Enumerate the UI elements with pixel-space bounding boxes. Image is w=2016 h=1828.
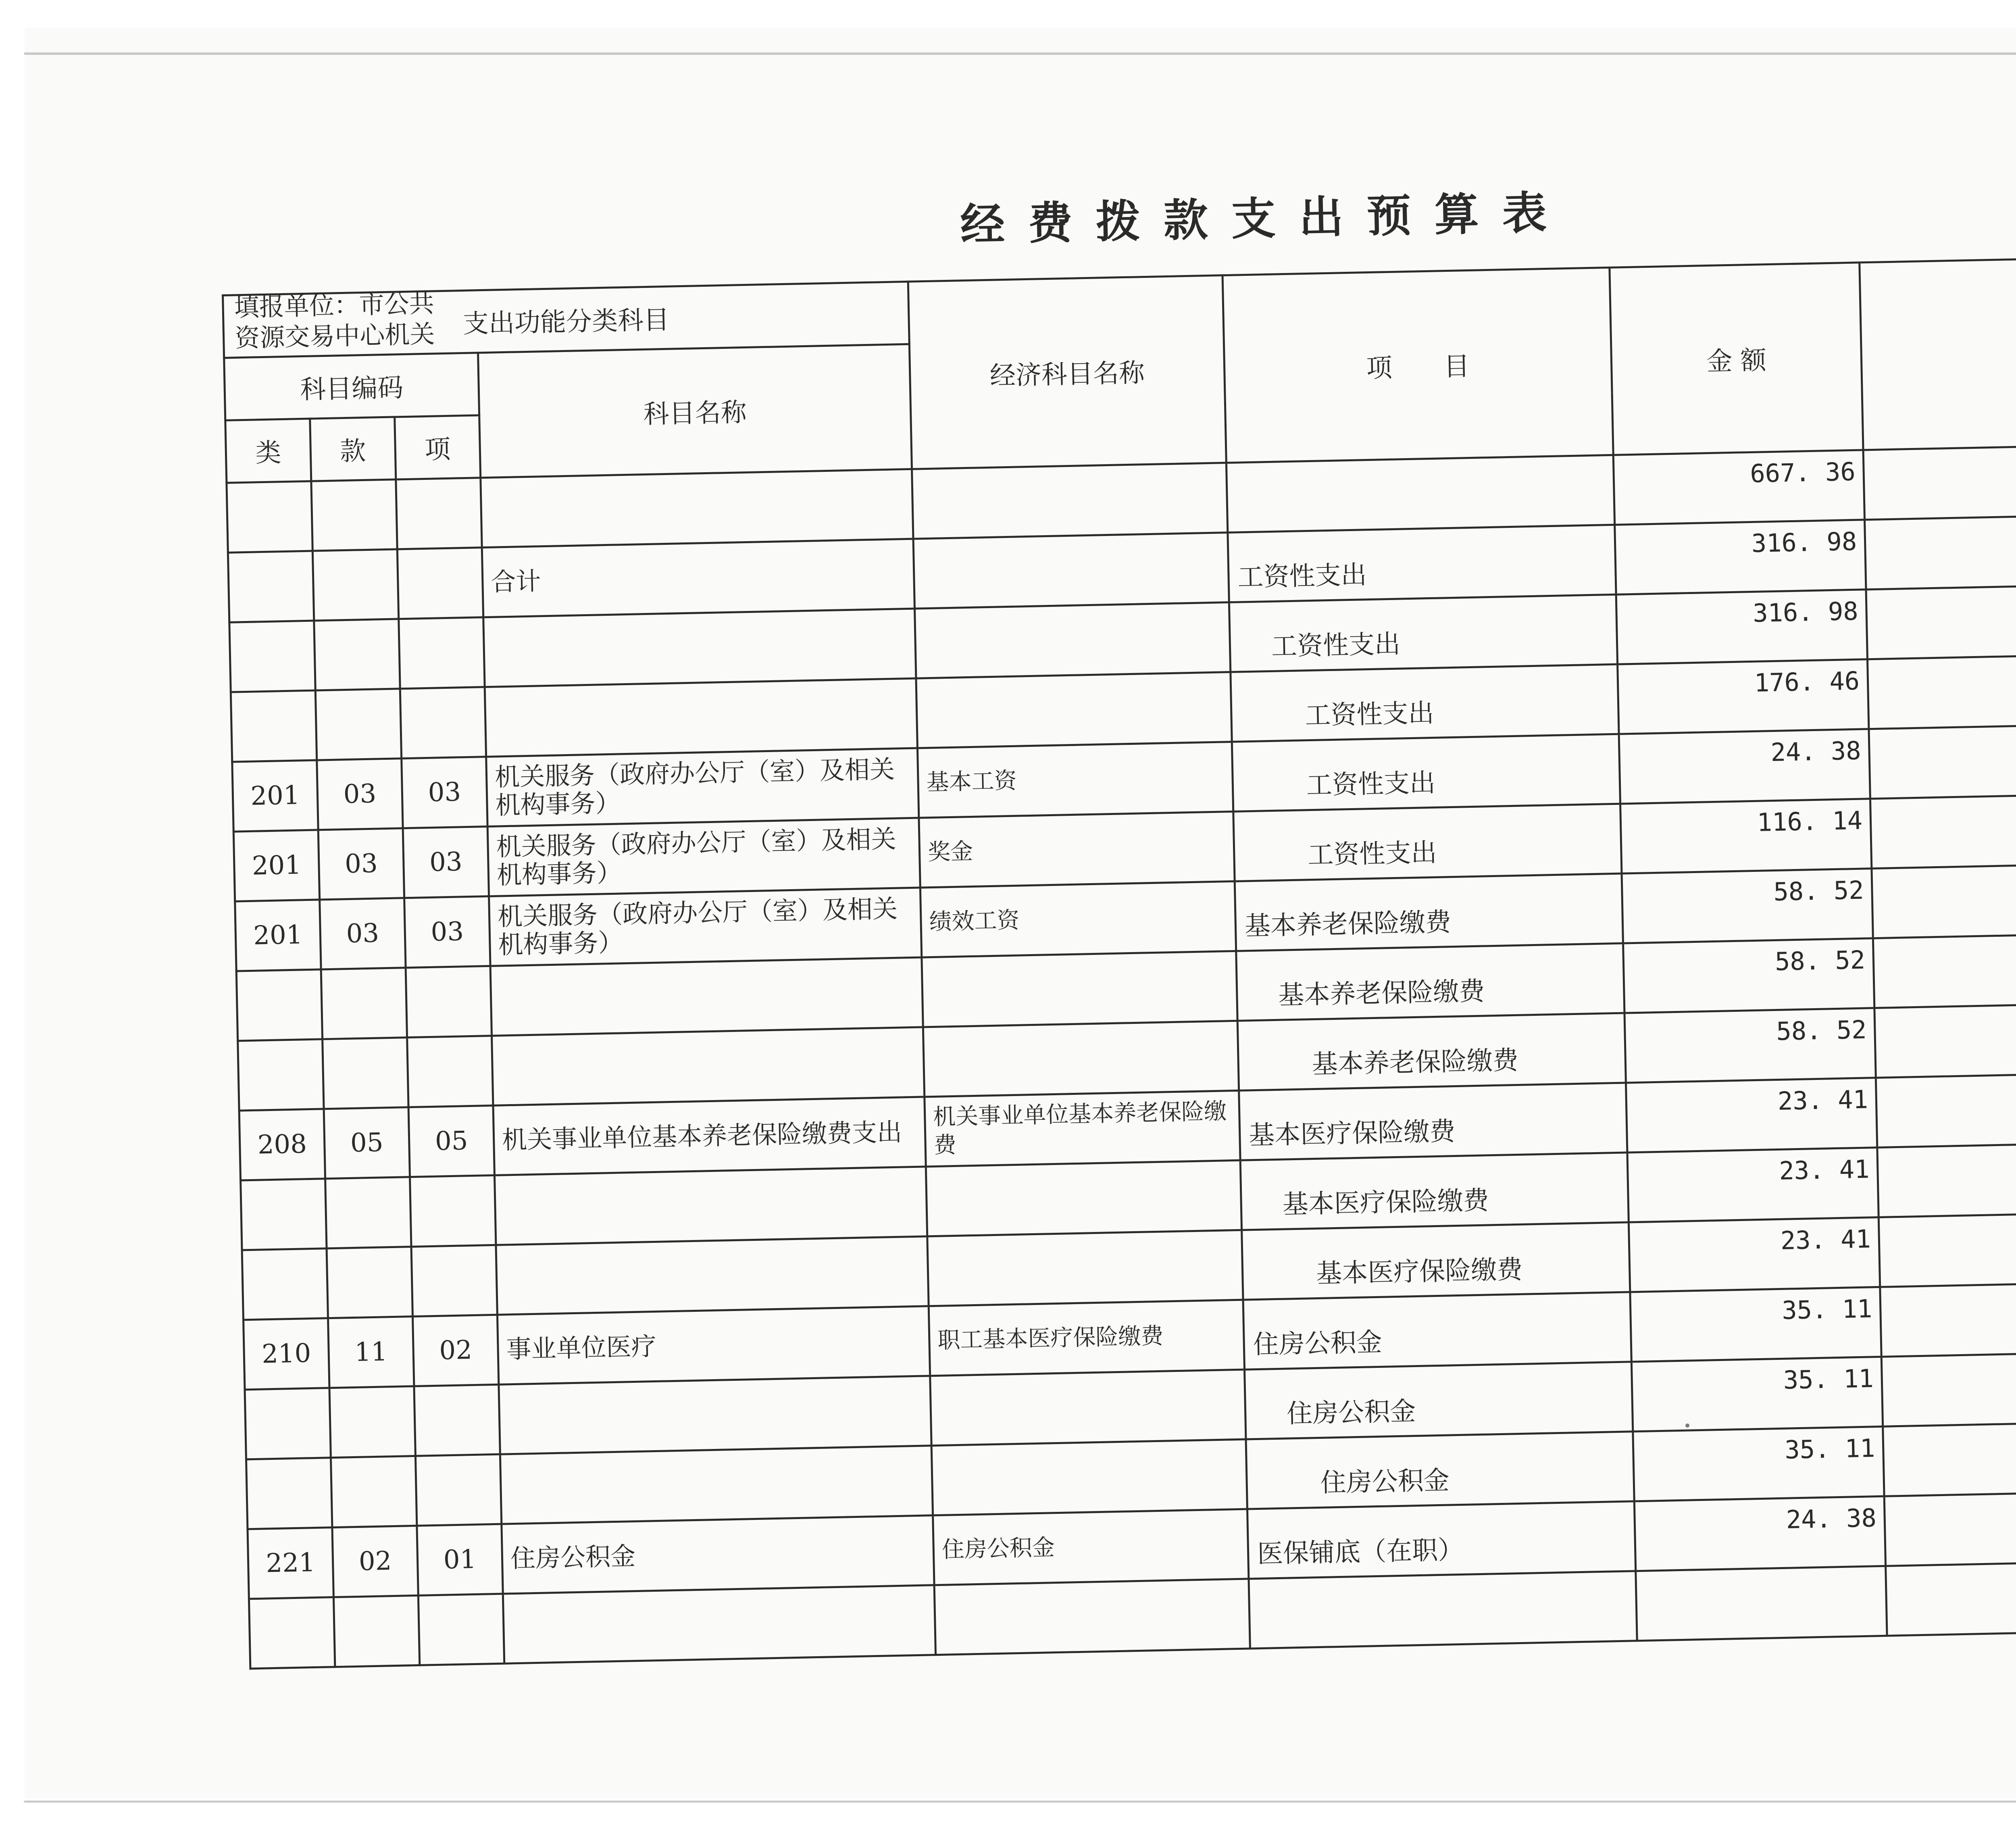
cell-xiang [400, 687, 486, 759]
cell-subject-name [483, 609, 916, 687]
cell-kuan [323, 1038, 408, 1109]
cell-lei [228, 551, 314, 622]
cell-amount: 35. 11 [1631, 1357, 1883, 1431]
cell-note [1881, 1348, 2016, 1426]
cell-amount: 58. 52 [1622, 869, 1873, 943]
scan-speck [1685, 1424, 1689, 1428]
cell-xiang [414, 1384, 500, 1456]
cell-item: 基本养老保险缴费 [1237, 1013, 1626, 1090]
cell-lei [241, 1179, 327, 1250]
cell-item: 基本医疗保险缴费 [1239, 1083, 1627, 1160]
cell-subject-name [485, 678, 917, 757]
cell-kuan [329, 1386, 415, 1457]
document-title: 经费拨款支出预算表 [960, 186, 1570, 251]
scan-edge-bottom [24, 1801, 2016, 1803]
cell-subject-name [492, 1027, 925, 1105]
cell-kuan [321, 968, 407, 1039]
cell-note [1880, 1278, 2016, 1357]
cell-item: 基本医疗保险缴费 [1242, 1222, 1630, 1300]
cell-note [1874, 999, 2016, 1078]
cell-lei: 208 [239, 1109, 325, 1180]
cell-xiang: 03 [404, 896, 490, 968]
cell-note [1877, 1139, 2016, 1217]
cell-xiang [410, 1175, 496, 1246]
cell-amount [1636, 1566, 1887, 1640]
header-econ-name: 经济科目名称 [908, 275, 1226, 469]
cell-xiang [397, 548, 483, 619]
cell-item: 基本养老保险缴费 [1235, 873, 1623, 951]
cell-kuan: 02 [332, 1526, 418, 1597]
cell-xiang [415, 1454, 501, 1526]
cell-subject-name: 机关服务（政府办公厅（室）及相关机构事务） [487, 818, 920, 896]
cell-subject-name: 合计 [482, 539, 914, 617]
cell-econ-name [923, 1021, 1239, 1097]
cell-amount: 316. 98 [1615, 520, 1866, 594]
cell-econ-name [930, 1369, 1246, 1446]
cell-kuan: 05 [324, 1107, 410, 1179]
cell-kuan [331, 1456, 417, 1527]
cell-note [1866, 581, 2016, 659]
cell-econ-name [914, 602, 1230, 679]
cell-amount: 35. 11 [1630, 1287, 1881, 1361]
cell-econ-name [927, 1230, 1243, 1306]
cell-econ-name: 绩效工资 [920, 881, 1236, 957]
cell-item: 住房公积金 [1243, 1292, 1631, 1369]
cell-lei [236, 969, 322, 1041]
cell-econ-name: 基本工资 [917, 742, 1233, 818]
cell-subject-name [499, 1376, 931, 1454]
cell-item: 工资性支出 [1231, 664, 1619, 742]
filler-unit-line1: 填报单位：市公共 [234, 288, 435, 322]
cell-amount: 58. 52 [1624, 1008, 1876, 1083]
cell-item: 工资性支出 [1229, 594, 1617, 672]
cell-econ-name: 住房公积金 [933, 1509, 1249, 1585]
cell-subject-name [496, 1236, 929, 1315]
cell-kuan: 03 [317, 759, 403, 830]
cell-kuan [312, 549, 398, 621]
table-body [227, 441, 2016, 1668]
cell-item: 工资性支出 [1228, 525, 1616, 602]
scan-edge-top [24, 52, 2016, 55]
cell-subject-name: 机关服务（政府办公厅（室）及相关机构事务） [489, 888, 922, 966]
cell-econ-name: 奖金 [919, 811, 1235, 888]
cell-item: 基本养老保险缴费 [1236, 943, 1624, 1021]
cell-kuan [315, 689, 401, 760]
cell-item: 工资性支出 [1233, 804, 1622, 881]
cell-lei [242, 1249, 328, 1320]
cell-kuan: 03 [318, 828, 404, 900]
cell-item: 住房公积金 [1245, 1362, 1633, 1439]
cell-item: 医保铺底（在职） [1247, 1501, 1635, 1579]
header-code-group: 科目编码 [224, 353, 479, 421]
cell-note [1876, 1069, 2016, 1147]
header-kuan: 款 [310, 417, 396, 481]
cell-item [1226, 455, 1614, 532]
cell-xiang [407, 1036, 493, 1107]
cell-amount: 58. 52 [1623, 938, 1874, 1013]
cell-econ-name [931, 1439, 1247, 1515]
cell-note [1884, 1488, 2016, 1566]
cell-amount: 116. 14 [1620, 799, 1872, 873]
cell-amount: 24. 38 [1619, 729, 1870, 804]
cell-subject-name [490, 957, 923, 1036]
cell-amount: 23. 41 [1626, 1078, 1877, 1153]
header-note [1860, 254, 2016, 450]
cell-xiang [399, 617, 485, 689]
cell-kuan [327, 1247, 412, 1318]
cell-lei [249, 1597, 335, 1669]
cell-amount: 35. 11 [1633, 1426, 1884, 1501]
cell-subject-name [481, 469, 913, 547]
budget-table [222, 253, 2016, 1670]
cell-lei [246, 1458, 332, 1529]
cell-lei [231, 690, 317, 762]
cell-lei: 201 [232, 760, 318, 832]
cell-kuan [314, 619, 400, 690]
header-item: 项 目 [1223, 267, 1613, 463]
cell-lei [229, 621, 315, 692]
cell-note [1870, 790, 2016, 868]
cell-kuan: 03 [320, 898, 406, 969]
cell-xiang: 03 [402, 757, 487, 828]
header-subject-name: 科目名称 [478, 344, 912, 477]
header-lei: 类 [225, 419, 311, 483]
cell-amount: 176. 46 [1618, 659, 1869, 734]
cell-xiang: 02 [412, 1315, 498, 1386]
cell-note [1883, 1418, 2016, 1496]
cell-kuan: 11 [328, 1317, 414, 1388]
cell-amount: 23. 41 [1627, 1148, 1879, 1222]
cell-lei: 201 [233, 830, 319, 901]
cell-lei [238, 1039, 324, 1111]
filler-unit-line2: 资源交易中心机关 [234, 319, 435, 353]
cell-lei [245, 1388, 331, 1459]
cell-econ-name: 职工基本医疗保险缴费 [929, 1300, 1244, 1376]
cell-amount: 316. 98 [1616, 590, 1867, 664]
cell-subject-name [500, 1446, 933, 1524]
cell-note [1886, 1557, 2016, 1636]
cell-amount: 667. 36 [1613, 450, 1864, 525]
cell-xiang: 05 [408, 1105, 494, 1177]
cell-item: 基本医疗保险缴费 [1240, 1153, 1629, 1230]
cell-lei [227, 481, 312, 552]
cell-xiang [406, 966, 492, 1037]
cell-note [1863, 441, 2016, 519]
cell-note [1873, 930, 2016, 1008]
cell-econ-name [926, 1160, 1241, 1236]
cell-kuan [311, 479, 397, 551]
cell-econ-name [912, 463, 1228, 539]
cell-xiang: 03 [403, 827, 489, 898]
cell-subject-name: 住房公积金 [502, 1515, 934, 1594]
cell-lei: 210 [244, 1318, 329, 1390]
cell-lei: 221 [248, 1528, 333, 1599]
cell-item [1249, 1571, 1637, 1649]
cell-econ-name [916, 672, 1232, 748]
cell-xiang: 01 [417, 1524, 503, 1595]
cell-amount: 23. 41 [1629, 1217, 1880, 1292]
cell-note [1865, 511, 2016, 589]
cell-kuan [333, 1595, 419, 1667]
cell-econ-name [922, 951, 1237, 1027]
cell-amount: 24. 38 [1634, 1496, 1885, 1571]
cell-xiang [411, 1245, 497, 1316]
cell-note [1867, 650, 2016, 729]
cell-xiang [396, 478, 482, 549]
cell-econ-name [934, 1579, 1250, 1655]
cell-item: 工资性支出 [1232, 734, 1620, 811]
header-amount: 金 额 [1610, 263, 1863, 455]
cell-note [1869, 720, 2016, 798]
cell-kuan [325, 1177, 411, 1249]
cell-subject-name [503, 1585, 935, 1663]
budget-table-wrapper [222, 253, 2016, 1670]
cell-econ-name [913, 533, 1229, 609]
cell-subject-name: 机关服务（政府办公厅（室）及相关机构事务） [486, 748, 919, 826]
cell-subject-name: 机关事业单位基本养老保险缴费支出 [493, 1097, 926, 1175]
cell-item: 住房公积金 [1246, 1432, 1634, 1509]
cell-note [1872, 860, 2016, 938]
header-function-group: 支出功能分类科目 [223, 281, 910, 358]
header-xiang: 项 [395, 415, 481, 479]
cell-econ-name: 机关事业单位基本养老保险缴费 [925, 1090, 1240, 1167]
cell-subject-name: 事业单位医疗 [497, 1306, 930, 1384]
cell-lei: 201 [235, 900, 321, 971]
cell-subject-name [494, 1167, 927, 1245]
cell-note [1879, 1209, 2016, 1287]
cell-xiang [418, 1594, 504, 1665]
